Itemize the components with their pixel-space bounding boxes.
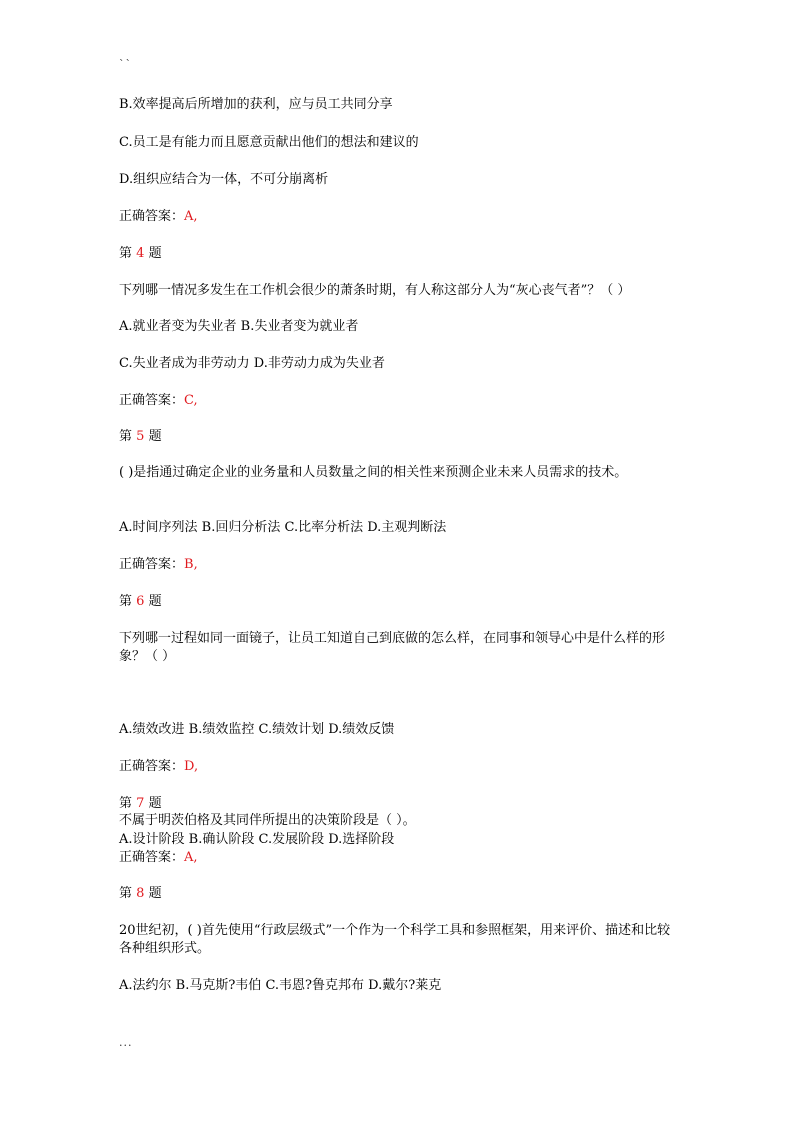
q6-num-suffix: 题: [148, 594, 162, 609]
answer-label: 正确答案：: [119, 759, 185, 774]
q5-num-suffix: 题: [148, 429, 162, 444]
q4-options-line2: C.失业者成为非劳动力 D.非劳动力成为失业者: [119, 356, 385, 371]
q6-text: 下列哪一过程如同一面镜子，让员工知道自己到底做的怎么样，在同事和领导心中是什么样的形象？（ ）: [119, 631, 666, 664]
q4-answer-line: [119, 392, 198, 410]
q5-heading: [119, 428, 162, 446]
q7-num-suffix: 题: [148, 796, 162, 811]
q7-heading: [119, 795, 162, 813]
q4-number: 4: [136, 246, 145, 261]
q8-num-suffix: 题: [148, 886, 162, 901]
q6-answer-line: [119, 758, 198, 776]
q8-heading: [119, 885, 162, 903]
header-mark: ``: [119, 58, 132, 71]
q3-option-d: D.组织应结合为一体，不可分崩离析: [119, 172, 329, 187]
answer-label: 正确答案：: [119, 557, 185, 572]
q7-num-prefix: 第: [119, 796, 133, 811]
q4-num-prefix: 第: [119, 246, 133, 261]
q6-num-prefix: 第: [119, 594, 133, 609]
q6-number: 6: [136, 594, 145, 609]
q4-text: 下列哪一情况多发生在工作机会很少的萧条时期，有人称这部分人为“灰心丧气者”？（ ）: [119, 283, 631, 298]
q6-heading: [119, 593, 162, 611]
answer-label: 正确答案：: [119, 393, 185, 408]
q3-answer: A,: [184, 209, 198, 224]
q7-text: 不属于明茨伯格及其同伴所提出的决策阶段是（ ）。: [119, 813, 416, 828]
q8-options: A.法约尔 B.马克斯?韦伯 C.韦恩?鲁克邦布 D.戴尔?莱克: [119, 978, 442, 993]
q5-options: A.时间序列法 B.回归分析法 C.比率分析法 D.主观判断法: [119, 520, 447, 535]
q5-number: 5: [136, 429, 145, 444]
q8-text: 20世纪初，( )首先使用“行政层级式”一个作为一个科学工具和参照框架，用来评价、描述和比较各种组织形式。: [119, 923, 671, 956]
q4-num-suffix: 题: [148, 246, 162, 261]
q4-answer: C,: [184, 393, 198, 408]
q7-answer: A,: [184, 850, 198, 865]
q7-options: A.设计阶段 B.确认阶段 C.发展阶段 D.选择阶段: [119, 832, 395, 847]
q7-number: 7: [136, 796, 145, 811]
q5-text: ( )是指通过确定企业的业务量和人员数量之间的相关性来预测企业未来人员需求的技术。: [119, 465, 628, 480]
q5-answer-line: [119, 556, 198, 574]
q3-answer-line: [119, 208, 198, 226]
q3-option-b: B.效率提高后所增加的获利，应与员工共同分享: [119, 97, 393, 112]
footer-mark: ...: [119, 1036, 133, 1049]
answer-label: 正确答案：: [119, 209, 185, 224]
answer-label: 正确答案：: [119, 850, 185, 865]
q6-answer: D,: [184, 759, 199, 774]
q3-option-c: C.员工是有能力而且愿意贡献出他们的想法和建议的: [119, 135, 419, 150]
q7-answer-line: [119, 849, 198, 867]
q5-num-prefix: 第: [119, 429, 133, 444]
q4-options-line1: A.就业者变为失业者 B.失业者变为就业者: [119, 319, 359, 334]
q5-answer: B,: [184, 557, 198, 572]
q6-options: A.绩效改进 B.绩效监控 C.绩效计划 D.绩效反馈: [119, 722, 395, 737]
q8-number: 8: [136, 886, 145, 901]
q8-num-prefix: 第: [119, 886, 133, 901]
q4-heading: [119, 245, 162, 263]
